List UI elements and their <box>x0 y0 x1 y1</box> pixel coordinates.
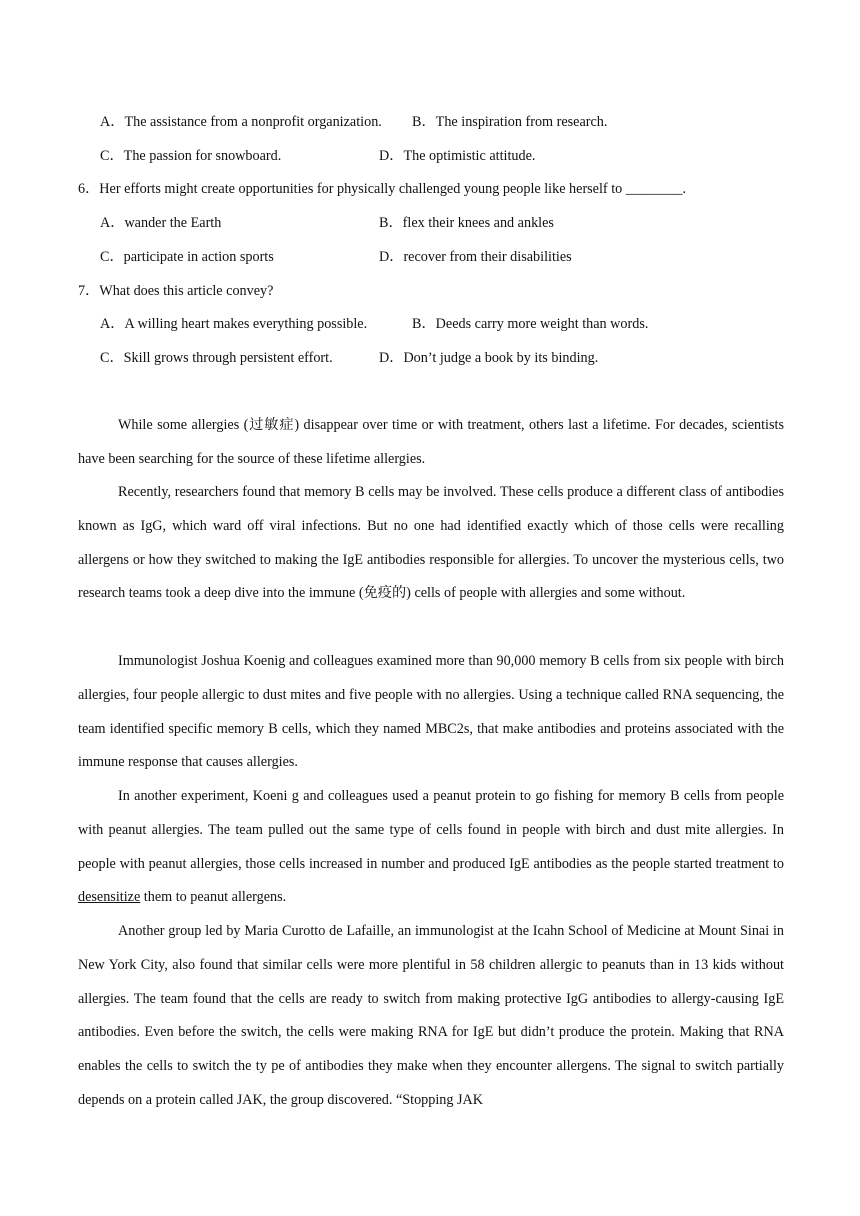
option-letter: D． <box>379 350 404 366</box>
option-text: flex their knees and ankles <box>402 215 554 231</box>
passage-paragraph-1: While some allergies (过敏症) disappear over time or with treatment, others last a lifetime. For decades, scientists have been searching for the source of these lifetime allergies. <box>78 417 784 467</box>
option-text: Skill grows through persistent effort. <box>123 350 333 366</box>
option-text: The assistance from a nonprofit organization. <box>124 114 382 130</box>
q6-option-a <box>100 213 221 233</box>
q5-option-c <box>100 146 281 166</box>
option-letter: D． <box>379 249 404 265</box>
question-7-stem <box>78 281 273 301</box>
passage-paragraph-2: Recently, researchers found that memory B cells may be involved. These cells produce a different class of antibodies known as IgG, which ward off viral infections. But no one had identified exactly which of those cells were recalling allergens or how they switched to making the IgE antibodies responsible for allergies. To uncover the mysterious cells, two research teams took a deep dive into the immune (免疫的) cells of people with allergies and some without. <box>78 484 784 602</box>
question-number: 7． <box>78 283 100 299</box>
option-letter: A． <box>100 215 125 231</box>
option-text: Deeds carry more weight than words. <box>435 316 649 332</box>
option-text: recover from their disabilities <box>403 249 572 265</box>
option-letter: A． <box>100 316 125 332</box>
q6-option-c <box>100 247 274 267</box>
passage-paragraph-4 <box>78 780 784 915</box>
option-text: A willing heart makes everything possible. <box>124 316 368 332</box>
option-text: The optimistic attitude. <box>403 148 536 164</box>
option-letter: A． <box>100 114 125 130</box>
option-letter: C． <box>100 350 124 366</box>
q6-option-d <box>379 247 572 267</box>
q7-option-d <box>379 348 598 368</box>
option-text: The inspiration from research. <box>435 114 608 130</box>
option-letter: B． <box>379 215 403 231</box>
option-letter: D． <box>379 148 404 164</box>
option-text: Don’t judge a book by its binding. <box>403 350 599 366</box>
option-letter: C． <box>100 249 124 265</box>
q7-option-c <box>100 348 333 368</box>
option-text: The passion for snowboard. <box>123 148 282 164</box>
option-letter: B． <box>412 316 436 332</box>
underlined-word: desensitize <box>78 889 141 906</box>
passage-paragraph-3: Immunologist Joshua Koenig and colleagues examined more than 90,000 memory B cells from six people with birch allergies, four people allergic to dust mites and five people with no allergies. Using a technique called RNA sequencing, the team identified specific memory B cells, which they named MBC2s, that make antibodies and proteins associated with the immune response that causes allergies. <box>78 653 784 771</box>
question-text: What does this article convey? <box>99 283 274 299</box>
paragraph-text: them to peanut allergens. <box>140 889 287 906</box>
passage-paragraph-5: Another group led by Maria Curotto de Lafaille, an immunologist at the Icahn School of Medicine at Mount Sinai in New York City, also found that similar cells were more plentiful in 58 children allergic to peanuts than in 13 kids without allergies. The team found that the cells are ready to switch from making protective IgG antibodies to allergy-causing IgE antibodies. Even before the switch, the cells were making RNA for IgE but didn’t produce the protein. Making that RNA enables the cells to switch the ty pe of antibodies they make when they encounter allergens. The signal to switch partially depends on a protein called JAK, the group discovered. “Stopping JAK <box>78 923 784 1108</box>
q5-option-d <box>379 146 535 166</box>
option-letter: C． <box>100 148 124 164</box>
question-text: Her efforts might create opportunities for physically challenged young people like herself to ________. <box>99 181 687 197</box>
option-text: participate in action sports <box>123 249 274 265</box>
option-letter: B． <box>412 114 436 130</box>
q6-option-b <box>379 213 554 233</box>
q5-option-a <box>100 112 382 132</box>
option-text: wander the Earth <box>124 215 222 231</box>
question-6-stem <box>78 179 686 199</box>
q7-option-b <box>412 314 648 334</box>
q5-option-b <box>412 112 607 132</box>
paragraph-text: In another experiment, Koeni g and colleagues used a peanut protein to go fishing for memory B cells from people with peanut allergies. The team pulled out the same type of cells found in people with birch and dust mite allergies. In people with peanut allergies, those cells increased in number and produced IgE antibodies as the people started treatment to <box>78 788 784 872</box>
q7-option-a <box>100 314 367 334</box>
question-number: 6． <box>78 181 100 197</box>
